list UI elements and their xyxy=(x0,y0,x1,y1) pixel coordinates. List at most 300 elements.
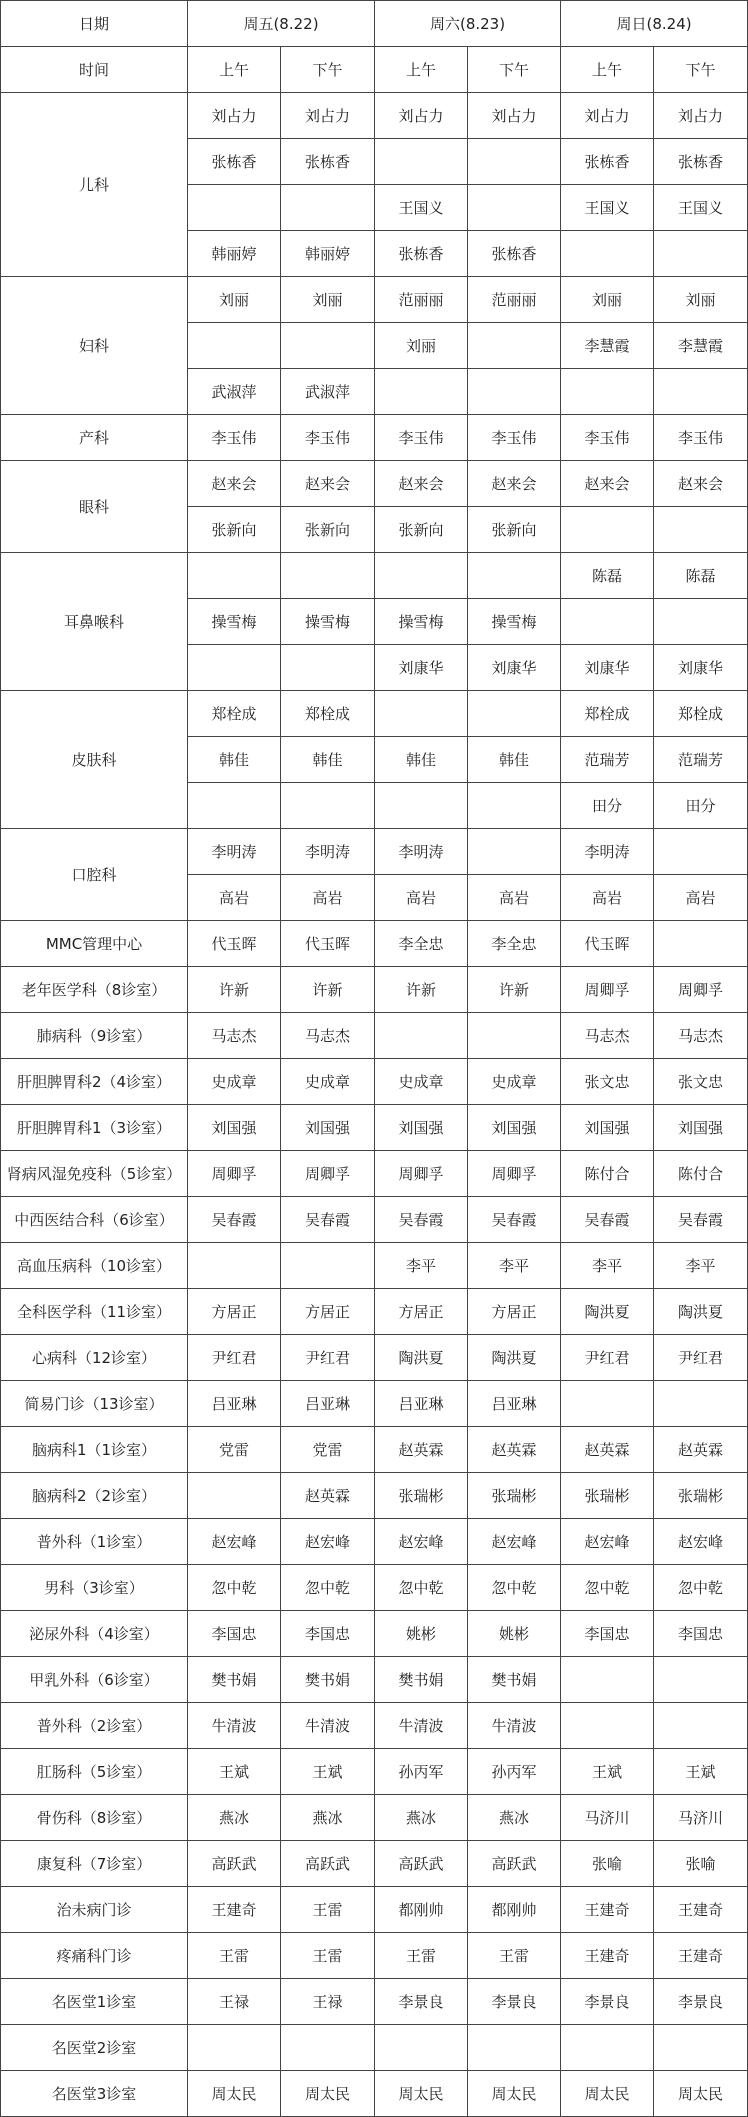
doctor-cell-friday-am: 忽中乾 xyxy=(188,1565,281,1611)
doctor-cell-saturday-am: 刘康华 xyxy=(375,645,468,691)
doctor-cell-sunday-am: 李玉伟 xyxy=(561,415,654,461)
doctor-cell-saturday-am: 孙丙军 xyxy=(375,1749,468,1795)
doctor-cell-sunday-pm xyxy=(654,921,748,967)
doctor-cell-sunday-am xyxy=(561,1657,654,1703)
doctor-cell-saturday-am: 赵英霖 xyxy=(375,1427,468,1473)
doctor-cell-sunday-am: 赵宏峰 xyxy=(561,1519,654,1565)
doctor-cell-sunday-am: 李国忠 xyxy=(561,1611,654,1657)
schedule-row xyxy=(1,1473,748,1519)
department-name: 疼痛科门诊 xyxy=(1,1933,188,1979)
doctor-cell-sunday-am: 马济川 xyxy=(561,1795,654,1841)
doctor-cell-sunday-pm: 高岩 xyxy=(654,875,748,921)
doctor-cell-sunday-pm: 赵宏峰 xyxy=(654,1519,748,1565)
doctor-cell-saturday-pm: 姚彬 xyxy=(468,1611,561,1657)
doctor-cell-saturday-am: 牛清波 xyxy=(375,1703,468,1749)
doctor-cell-sunday-am: 张文忠 xyxy=(561,1059,654,1105)
doctor-cell-friday-pm: 王斌 xyxy=(281,1749,375,1795)
doctor-cell-friday-am: 操雪梅 xyxy=(188,599,281,645)
date-label: 日期 xyxy=(1,1,188,47)
doctor-cell-saturday-am: 张栋香 xyxy=(375,231,468,277)
doctor-cell-sunday-pm: 王国义 xyxy=(654,185,748,231)
doctor-cell-friday-am xyxy=(188,1243,281,1289)
doctor-cell-friday-am: 吴春霞 xyxy=(188,1197,281,1243)
department-name: 皮肤科 xyxy=(1,691,188,829)
doctor-cell-saturday-pm: 刘占力 xyxy=(468,93,561,139)
schedule-row xyxy=(1,415,748,461)
time-label: 时间 xyxy=(1,47,188,93)
doctor-cell-friday-pm: 刘占力 xyxy=(281,93,375,139)
doctor-cell-friday-am xyxy=(188,2025,281,2071)
header-row-dates xyxy=(1,1,748,47)
doctor-cell-friday-pm: 尹红君 xyxy=(281,1335,375,1381)
doctor-cell-saturday-pm: 牛清波 xyxy=(468,1703,561,1749)
department-name: 肺病科（9诊室） xyxy=(1,1013,188,1059)
schedule-row xyxy=(1,1841,748,1887)
doctor-cell-saturday-pm: 王雷 xyxy=(468,1933,561,1979)
doctor-cell-saturday-am: 燕冰 xyxy=(375,1795,468,1841)
doctor-cell-saturday-pm: 燕冰 xyxy=(468,1795,561,1841)
doctor-cell-friday-pm: 周太民 xyxy=(281,2071,375,2117)
doctor-cell-friday-pm: 赵宏峰 xyxy=(281,1519,375,1565)
doctor-cell-sunday-pm: 陶洪夏 xyxy=(654,1289,748,1335)
department-name: 眼科 xyxy=(1,461,188,553)
schedule-row xyxy=(1,1289,748,1335)
doctor-cell-friday-pm: 牛清波 xyxy=(281,1703,375,1749)
doctor-cell-saturday-am: 李景良 xyxy=(375,1979,468,2025)
doctor-cell-sunday-am: 代玉晖 xyxy=(561,921,654,967)
doctor-cell-friday-pm: 张新向 xyxy=(281,507,375,553)
doctor-cell-saturday-am: 刘丽 xyxy=(375,323,468,369)
doctor-cell-friday-pm: 马志杰 xyxy=(281,1013,375,1059)
doctor-cell-sunday-am: 刘国强 xyxy=(561,1105,654,1151)
schedule-row xyxy=(1,1979,748,2025)
doctor-cell-friday-am: 李国忠 xyxy=(188,1611,281,1657)
doctor-cell-sunday-am: 王斌 xyxy=(561,1749,654,1795)
department-name: 口腔科 xyxy=(1,829,188,921)
doctor-cell-friday-am: 武淑萍 xyxy=(188,369,281,415)
doctor-cell-saturday-pm: 吕亚琳 xyxy=(468,1381,561,1427)
doctor-cell-friday-am xyxy=(188,323,281,369)
schedule-row xyxy=(1,1151,748,1197)
doctor-cell-saturday-pm: 李全忠 xyxy=(468,921,561,967)
department-name: 肝胆脾胃科2（4诊室） xyxy=(1,1059,188,1105)
doctor-cell-sunday-am xyxy=(561,599,654,645)
doctor-cell-friday-pm: 燕冰 xyxy=(281,1795,375,1841)
schedule-row xyxy=(1,1519,748,1565)
doctor-cell-sunday-am xyxy=(561,369,654,415)
doctor-cell-friday-pm: 李明涛 xyxy=(281,829,375,875)
doctor-cell-friday-pm: 吴春霞 xyxy=(281,1197,375,1243)
department-name: 简易门诊（13诊室） xyxy=(1,1381,188,1427)
doctor-cell-sunday-pm xyxy=(654,829,748,875)
doctor-cell-sunday-pm: 李慧霞 xyxy=(654,323,748,369)
doctor-cell-sunday-pm: 郑栓成 xyxy=(654,691,748,737)
doctor-cell-saturday-pm: 李景良 xyxy=(468,1979,561,2025)
doctor-cell-sunday-pm xyxy=(654,2025,748,2071)
doctor-cell-saturday-pm: 刘康华 xyxy=(468,645,561,691)
department-name: 肝胆脾胃科1（3诊室） xyxy=(1,1105,188,1151)
day-sunday: 周日(8.24) xyxy=(561,1,748,47)
doctor-cell-friday-am xyxy=(188,553,281,599)
doctor-cell-sunday-pm: 李景良 xyxy=(654,1979,748,2025)
doctor-cell-sunday-pm: 王建奇 xyxy=(654,1933,748,1979)
doctor-cell-sunday-pm: 范瑞芳 xyxy=(654,737,748,783)
doctor-cell-saturday-pm: 韩佳 xyxy=(468,737,561,783)
doctor-cell-friday-pm xyxy=(281,645,375,691)
doctor-cell-friday-pm: 樊书娟 xyxy=(281,1657,375,1703)
doctor-cell-sunday-pm xyxy=(654,1381,748,1427)
doctor-cell-sunday-pm: 李玉伟 xyxy=(654,415,748,461)
doctor-cell-friday-pm: 史成章 xyxy=(281,1059,375,1105)
doctor-cell-saturday-pm: 周卿孚 xyxy=(468,1151,561,1197)
schedule-row xyxy=(1,691,748,737)
doctor-cell-sunday-am: 李慧霞 xyxy=(561,323,654,369)
doctor-cell-sunday-am: 郑栓成 xyxy=(561,691,654,737)
department-name: 名医堂3诊室 xyxy=(1,2071,188,2117)
doctor-cell-saturday-am xyxy=(375,139,468,185)
doctor-cell-saturday-am: 韩佳 xyxy=(375,737,468,783)
doctor-cell-saturday-pm: 李平 xyxy=(468,1243,561,1289)
doctor-cell-friday-pm: 高岩 xyxy=(281,875,375,921)
doctor-cell-sunday-am: 周太民 xyxy=(561,2071,654,2117)
doctor-cell-sunday-pm: 周卿孚 xyxy=(654,967,748,1013)
doctor-cell-friday-am: 韩佳 xyxy=(188,737,281,783)
doctor-cell-saturday-pm xyxy=(468,829,561,875)
department-name: 妇科 xyxy=(1,277,188,415)
doctor-cell-sunday-am: 王国义 xyxy=(561,185,654,231)
doctor-cell-saturday-pm xyxy=(468,783,561,829)
doctor-cell-sunday-am: 赵来会 xyxy=(561,461,654,507)
doctor-cell-friday-am: 方居正 xyxy=(188,1289,281,1335)
doctor-cell-friday-pm: 许新 xyxy=(281,967,375,1013)
doctor-cell-friday-am: 张新向 xyxy=(188,507,281,553)
doctor-cell-sunday-pm: 赵英霖 xyxy=(654,1427,748,1473)
doctor-cell-friday-am: 许新 xyxy=(188,967,281,1013)
doctor-cell-saturday-am: 操雪梅 xyxy=(375,599,468,645)
doctor-cell-saturday-pm: 操雪梅 xyxy=(468,599,561,645)
doctor-cell-friday-pm: 代玉晖 xyxy=(281,921,375,967)
doctor-cell-friday-am: 赵来会 xyxy=(188,461,281,507)
doctor-cell-saturday-pm: 赵来会 xyxy=(468,461,561,507)
doctor-cell-saturday-am: 刘国强 xyxy=(375,1105,468,1151)
doctor-cell-saturday-am: 陶洪夏 xyxy=(375,1335,468,1381)
schedule-row xyxy=(1,2071,748,2117)
doctor-cell-friday-am: 高跃武 xyxy=(188,1841,281,1887)
doctor-cell-friday-pm xyxy=(281,185,375,231)
doctor-cell-saturday-pm: 都刚帅 xyxy=(468,1887,561,1933)
doctor-cell-saturday-pm xyxy=(468,1013,561,1059)
doctor-cell-saturday-pm: 高跃武 xyxy=(468,1841,561,1887)
doctor-cell-saturday-pm: 赵英霖 xyxy=(468,1427,561,1473)
doctor-cell-sunday-am: 李明涛 xyxy=(561,829,654,875)
doctor-cell-friday-am xyxy=(188,1473,281,1519)
doctor-cell-saturday-pm: 许新 xyxy=(468,967,561,1013)
doctor-cell-saturday-am xyxy=(375,691,468,737)
doctor-cell-saturday-am: 李全忠 xyxy=(375,921,468,967)
doctor-cell-friday-am: 韩丽婷 xyxy=(188,231,281,277)
doctor-cell-friday-am: 刘丽 xyxy=(188,277,281,323)
doctor-cell-friday-am: 李明涛 xyxy=(188,829,281,875)
schedule-row xyxy=(1,921,748,967)
schedule-row xyxy=(1,1703,748,1749)
doctor-cell-saturday-pm xyxy=(468,185,561,231)
doctor-cell-saturday-pm: 李玉伟 xyxy=(468,415,561,461)
doctor-cell-friday-am: 高岩 xyxy=(188,875,281,921)
header-row-times xyxy=(1,47,748,93)
doctor-cell-sunday-am xyxy=(561,231,654,277)
doctor-cell-saturday-am: 范丽丽 xyxy=(375,277,468,323)
doctor-cell-sunday-pm: 周太民 xyxy=(654,2071,748,2117)
doctor-cell-saturday-am: 高跃武 xyxy=(375,1841,468,1887)
doctor-cell-friday-pm: 武淑萍 xyxy=(281,369,375,415)
doctor-cell-saturday-pm: 忽中乾 xyxy=(468,1565,561,1611)
schedule-row xyxy=(1,1335,748,1381)
doctor-cell-friday-am: 党雷 xyxy=(188,1427,281,1473)
schedule-row xyxy=(1,2025,748,2071)
doctor-cell-friday-am xyxy=(188,783,281,829)
doctor-cell-sunday-am: 张瑞彬 xyxy=(561,1473,654,1519)
doctor-cell-friday-pm xyxy=(281,323,375,369)
schedule-row xyxy=(1,1013,748,1059)
doctor-cell-sunday-am: 张喻 xyxy=(561,1841,654,1887)
doctor-cell-sunday-pm xyxy=(654,599,748,645)
doctor-cell-saturday-pm: 高岩 xyxy=(468,875,561,921)
doctor-cell-saturday-am: 方居正 xyxy=(375,1289,468,1335)
department-name: 骨伤科（8诊室） xyxy=(1,1795,188,1841)
department-name: 泌尿外科（4诊室） xyxy=(1,1611,188,1657)
doctor-cell-friday-pm: 方居正 xyxy=(281,1289,375,1335)
doctor-cell-sunday-am: 陶洪夏 xyxy=(561,1289,654,1335)
schedule-row xyxy=(1,277,748,323)
doctor-cell-saturday-am: 刘占力 xyxy=(375,93,468,139)
doctor-cell-saturday-am xyxy=(375,1013,468,1059)
doctor-cell-sunday-am: 忽中乾 xyxy=(561,1565,654,1611)
day-saturday: 周六(8.23) xyxy=(375,1,561,47)
doctor-cell-sunday-am: 范瑞芳 xyxy=(561,737,654,783)
department-name: 甲乳外科（6诊室） xyxy=(1,1657,188,1703)
day-friday: 周五(8.22) xyxy=(188,1,375,47)
doctor-cell-sunday-am: 吴春霞 xyxy=(561,1197,654,1243)
doctor-cell-friday-am: 周太民 xyxy=(188,2071,281,2117)
department-name: 肛肠科（5诊室） xyxy=(1,1749,188,1795)
doctor-cell-friday-pm: 刘丽 xyxy=(281,277,375,323)
doctor-cell-friday-am: 周卿孚 xyxy=(188,1151,281,1197)
department-name: 名医堂1诊室 xyxy=(1,1979,188,2025)
doctor-cell-sunday-pm: 王斌 xyxy=(654,1749,748,1795)
doctor-cell-saturday-am: 张瑞彬 xyxy=(375,1473,468,1519)
doctor-cell-sunday-am: 李平 xyxy=(561,1243,654,1289)
doctor-cell-friday-am: 牛清波 xyxy=(188,1703,281,1749)
doctor-cell-friday-am: 王建奇 xyxy=(188,1887,281,1933)
department-name: 名医堂2诊室 xyxy=(1,2025,188,2071)
doctor-cell-saturday-am xyxy=(375,553,468,599)
doctor-cell-saturday-pm xyxy=(468,369,561,415)
doctor-cell-saturday-pm: 孙丙军 xyxy=(468,1749,561,1795)
doctor-cell-friday-pm xyxy=(281,553,375,599)
doctor-cell-saturday-pm: 赵宏峰 xyxy=(468,1519,561,1565)
doctor-cell-saturday-am: 王雷 xyxy=(375,1933,468,1979)
doctor-cell-sunday-am: 陈付合 xyxy=(561,1151,654,1197)
doctor-cell-friday-am: 李玉伟 xyxy=(188,415,281,461)
schedule-row xyxy=(1,829,748,875)
doctor-cell-sunday-am: 李景良 xyxy=(561,1979,654,2025)
doctor-cell-saturday-pm: 樊书娟 xyxy=(468,1657,561,1703)
doctor-cell-saturday-am: 周卿孚 xyxy=(375,1151,468,1197)
doctor-cell-friday-pm: 党雷 xyxy=(281,1427,375,1473)
doctor-cell-saturday-am: 周太民 xyxy=(375,2071,468,2117)
doctor-cell-sunday-am: 王建奇 xyxy=(561,1933,654,1979)
doctor-cell-friday-pm: 赵来会 xyxy=(281,461,375,507)
doctor-cell-sunday-am: 刘占力 xyxy=(561,93,654,139)
doctor-cell-saturday-pm: 张栋香 xyxy=(468,231,561,277)
doctor-cell-saturday-am: 吴春霞 xyxy=(375,1197,468,1243)
department-name: 耳鼻喉科 xyxy=(1,553,188,691)
doctor-cell-sunday-am: 刘康华 xyxy=(561,645,654,691)
department-name: 康复科（7诊室） xyxy=(1,1841,188,1887)
doctor-cell-saturday-pm: 张新向 xyxy=(468,507,561,553)
doctor-cell-saturday-pm xyxy=(468,553,561,599)
doctor-cell-saturday-am xyxy=(375,783,468,829)
department-name: 男科（3诊室） xyxy=(1,1565,188,1611)
doctor-cell-friday-pm: 王禄 xyxy=(281,1979,375,2025)
doctor-cell-saturday-am: 赵宏峰 xyxy=(375,1519,468,1565)
schedule-row xyxy=(1,967,748,1013)
department-name: 儿科 xyxy=(1,93,188,277)
doctor-cell-sunday-pm: 陈磊 xyxy=(654,553,748,599)
doctor-cell-friday-am: 张栋香 xyxy=(188,139,281,185)
doctor-cell-friday-am: 尹红君 xyxy=(188,1335,281,1381)
doctor-cell-saturday-am: 李明涛 xyxy=(375,829,468,875)
doctor-cell-saturday-am: 许新 xyxy=(375,967,468,1013)
doctor-cell-saturday-am: 吕亚琳 xyxy=(375,1381,468,1427)
doctor-cell-sunday-pm: 忽中乾 xyxy=(654,1565,748,1611)
department-name: 中西医结合科（6诊室） xyxy=(1,1197,188,1243)
doctor-cell-friday-am: 马志杰 xyxy=(188,1013,281,1059)
doctor-cell-saturday-pm: 周太民 xyxy=(468,2071,561,2117)
doctor-cell-sunday-am: 刘丽 xyxy=(561,277,654,323)
department-name: 产科 xyxy=(1,415,188,461)
doctor-cell-sunday-am xyxy=(561,1381,654,1427)
doctor-cell-friday-pm xyxy=(281,2025,375,2071)
schedule-row xyxy=(1,1427,748,1473)
doctor-cell-saturday-am: 忽中乾 xyxy=(375,1565,468,1611)
doctor-cell-sunday-pm: 王建奇 xyxy=(654,1887,748,1933)
doctor-cell-saturday-am: 张新向 xyxy=(375,507,468,553)
saturday-pm: 下午 xyxy=(468,47,561,93)
doctor-cell-friday-pm: 王雷 xyxy=(281,1933,375,1979)
doctor-cell-sunday-am: 高岩 xyxy=(561,875,654,921)
doctor-cell-saturday-am: 都刚帅 xyxy=(375,1887,468,1933)
doctor-cell-friday-am: 燕冰 xyxy=(188,1795,281,1841)
doctor-cell-sunday-am: 张栋香 xyxy=(561,139,654,185)
doctor-cell-saturday-am xyxy=(375,369,468,415)
doctor-cell-sunday-am: 周卿孚 xyxy=(561,967,654,1013)
schedule-row xyxy=(1,1611,748,1657)
doctor-cell-friday-am xyxy=(188,185,281,231)
schedule-row xyxy=(1,1795,748,1841)
department-name: 老年医学科（8诊室） xyxy=(1,967,188,1013)
doctor-cell-sunday-pm: 吴春霞 xyxy=(654,1197,748,1243)
schedule-row xyxy=(1,1243,748,1289)
schedule-row xyxy=(1,553,748,599)
doctor-cell-friday-am: 王斌 xyxy=(188,1749,281,1795)
doctor-cell-saturday-am: 姚彬 xyxy=(375,1611,468,1657)
schedule-row xyxy=(1,1197,748,1243)
friday-pm: 下午 xyxy=(281,47,375,93)
sunday-am: 上午 xyxy=(561,47,654,93)
doctor-cell-friday-pm: 周卿孚 xyxy=(281,1151,375,1197)
doctor-cell-sunday-pm: 尹红君 xyxy=(654,1335,748,1381)
doctor-cell-sunday-pm xyxy=(654,369,748,415)
doctor-cell-friday-am: 史成章 xyxy=(188,1059,281,1105)
doctor-cell-sunday-pm xyxy=(654,1703,748,1749)
doctor-cell-friday-am: 郑栓成 xyxy=(188,691,281,737)
doctor-cell-saturday-am: 李玉伟 xyxy=(375,415,468,461)
doctor-cell-saturday-pm xyxy=(468,139,561,185)
doctor-cell-friday-am: 王雷 xyxy=(188,1933,281,1979)
doctor-cell-saturday-am: 樊书娟 xyxy=(375,1657,468,1703)
doctor-cell-sunday-pm: 张喻 xyxy=(654,1841,748,1887)
doctor-cell-friday-am: 刘国强 xyxy=(188,1105,281,1151)
doctor-cell-sunday-pm: 田分 xyxy=(654,783,748,829)
schedule-row xyxy=(1,1749,748,1795)
doctor-cell-sunday-pm: 刘康华 xyxy=(654,645,748,691)
doctor-cell-saturday-pm: 史成章 xyxy=(468,1059,561,1105)
doctor-cell-saturday-am: 李平 xyxy=(375,1243,468,1289)
doctor-cell-friday-am: 刘占力 xyxy=(188,93,281,139)
doctor-cell-friday-pm xyxy=(281,783,375,829)
schedule-row xyxy=(1,1565,748,1611)
doctor-cell-sunday-pm: 张文忠 xyxy=(654,1059,748,1105)
doctor-cell-sunday-am: 田分 xyxy=(561,783,654,829)
doctor-cell-friday-am xyxy=(188,645,281,691)
doctor-cell-saturday-pm: 刘国强 xyxy=(468,1105,561,1151)
doctor-cell-sunday-am: 王建奇 xyxy=(561,1887,654,1933)
department-name: 高血压病科（10诊室） xyxy=(1,1243,188,1289)
doctor-cell-saturday-pm: 方居正 xyxy=(468,1289,561,1335)
doctor-cell-saturday-am: 史成章 xyxy=(375,1059,468,1105)
doctor-cell-sunday-pm xyxy=(654,231,748,277)
doctor-cell-saturday-pm: 范丽丽 xyxy=(468,277,561,323)
doctor-cell-sunday-am: 陈磊 xyxy=(561,553,654,599)
department-name: 心病科（12诊室） xyxy=(1,1335,188,1381)
schedule-row xyxy=(1,461,748,507)
doctor-cell-sunday-am: 赵英霖 xyxy=(561,1427,654,1473)
doctor-cell-sunday-pm: 李国忠 xyxy=(654,1611,748,1657)
doctor-cell-saturday-am: 高岩 xyxy=(375,875,468,921)
doctor-cell-friday-pm: 李国忠 xyxy=(281,1611,375,1657)
doctor-cell-friday-pm: 张栋香 xyxy=(281,139,375,185)
saturday-am: 上午 xyxy=(375,47,468,93)
doctor-cell-friday-pm: 刘国强 xyxy=(281,1105,375,1151)
doctor-cell-saturday-pm xyxy=(468,2025,561,2071)
doctor-cell-sunday-am: 马志杰 xyxy=(561,1013,654,1059)
doctor-cell-sunday-pm xyxy=(654,507,748,553)
department-name: 治未病门诊 xyxy=(1,1887,188,1933)
doctor-cell-friday-am: 吕亚琳 xyxy=(188,1381,281,1427)
schedule-row xyxy=(1,1381,748,1427)
doctor-cell-sunday-pm: 张栋香 xyxy=(654,139,748,185)
schedule-row xyxy=(1,1105,748,1151)
doctor-cell-sunday-pm: 马济川 xyxy=(654,1795,748,1841)
doctor-cell-friday-pm: 忽中乾 xyxy=(281,1565,375,1611)
doctor-cell-friday-pm: 吕亚琳 xyxy=(281,1381,375,1427)
doctor-cell-sunday-pm: 赵来会 xyxy=(654,461,748,507)
doctor-cell-saturday-am: 赵来会 xyxy=(375,461,468,507)
doctor-cell-saturday-am xyxy=(375,2025,468,2071)
doctor-cell-friday-am: 樊书娟 xyxy=(188,1657,281,1703)
doctor-cell-friday-pm xyxy=(281,1243,375,1289)
